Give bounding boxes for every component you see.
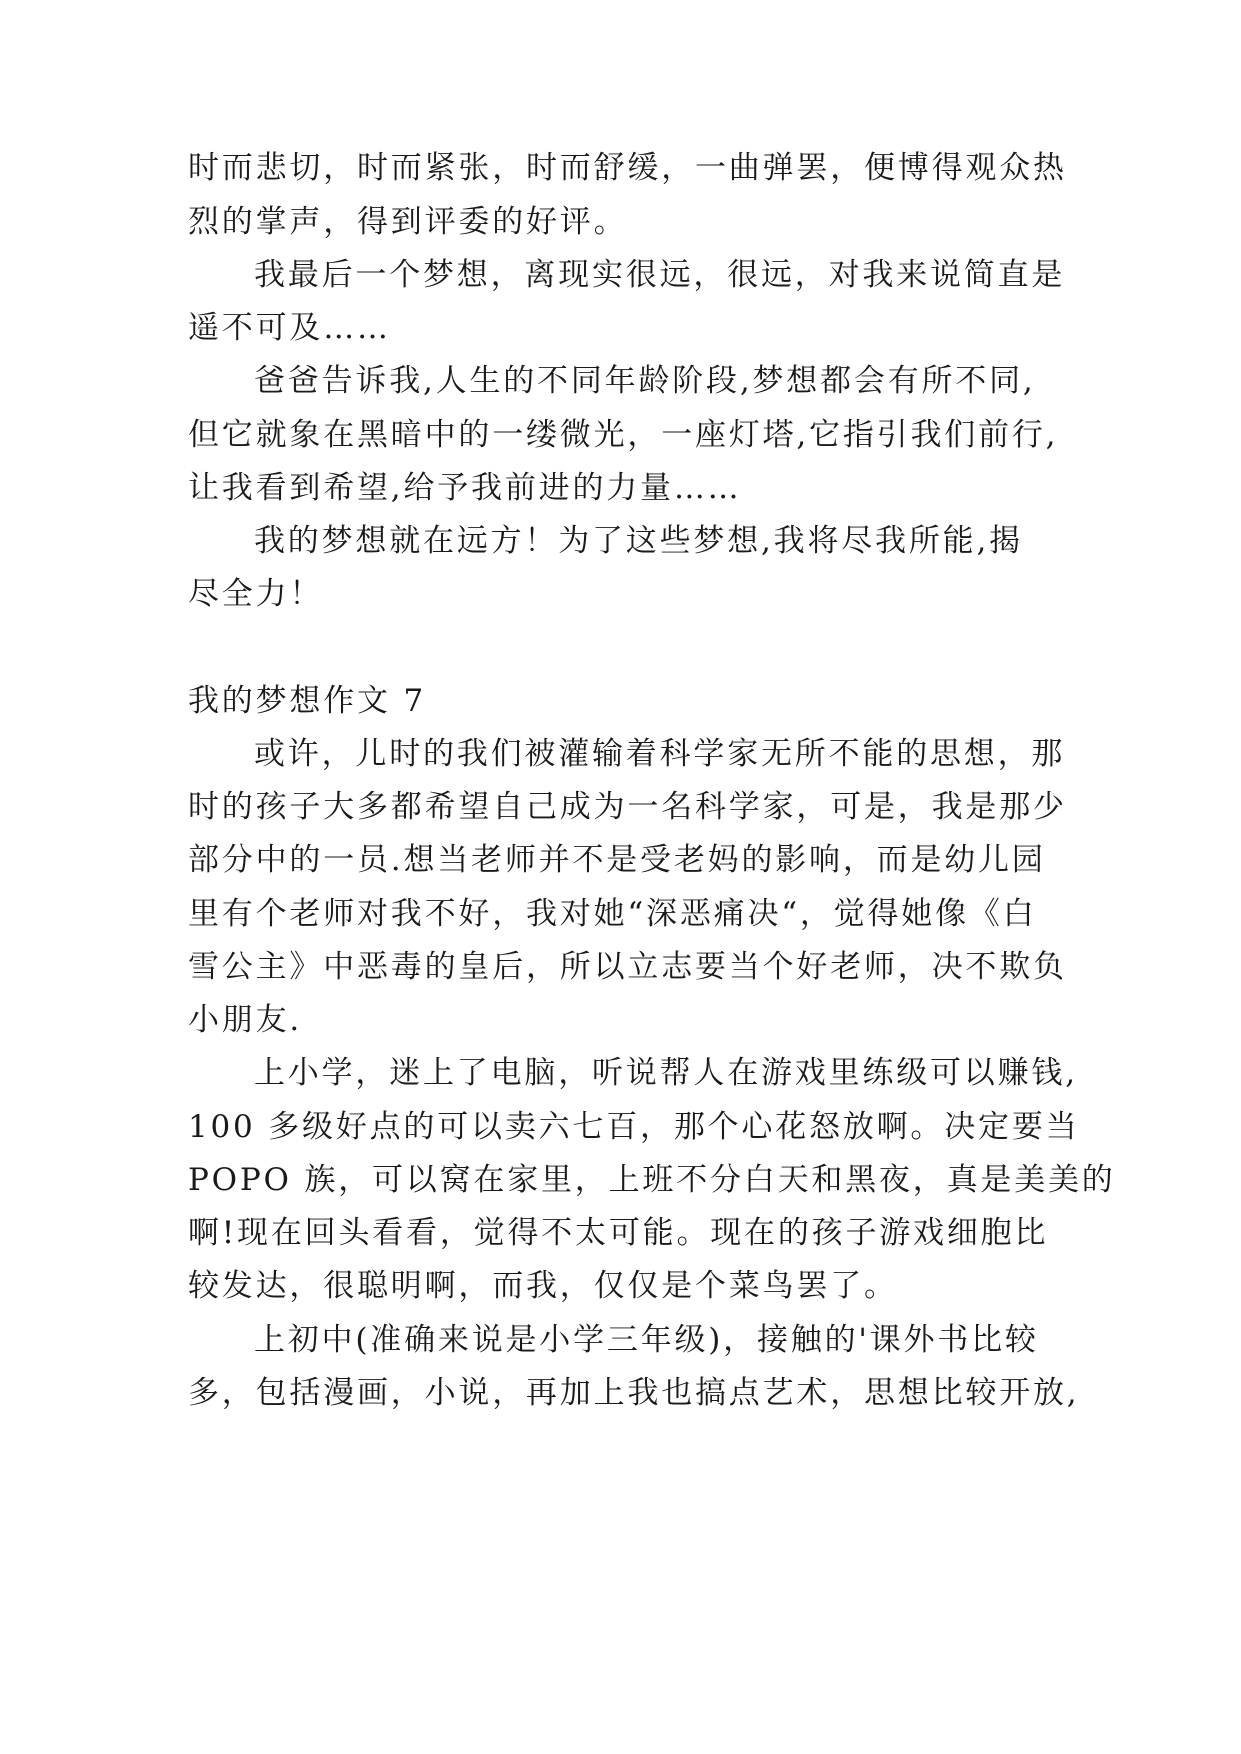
text-line: 或许，儿时的我们被灌输着科学家无所不能的思想，那	[254, 736, 1066, 772]
text-line: 我最后一个梦想，离现实很远，很远，对我来说简直是	[254, 257, 1066, 293]
text-line: 爸爸告诉我,人生的不同年龄阶段,梦想都会有所不同,	[254, 363, 1036, 399]
text-line: 遥不可及……	[188, 310, 391, 346]
text-line: 小朋友.	[188, 1002, 303, 1038]
text-line: 100 多级好点的可以卖六七百，那个心花怒放啊。决定要当	[188, 1109, 1080, 1145]
text-line: 烈的掌声，得到评委的好评。	[188, 204, 628, 240]
text-line: 时而悲切，时而紧张，时而舒缓，一曲弹罢，便博得观众热	[188, 150, 1067, 186]
text-line: 多，包括漫画，小说，再加上我也搞点艺术，思想比较开放,	[188, 1375, 1080, 1411]
text-line: 部分中的一员.想当老师并不是受老妈的影响，而是幼儿园	[188, 842, 1046, 878]
text-line: 雪公主》中恶毒的皇后，所以立志要当个好老师，决不欺负	[188, 949, 1067, 985]
text-line: 但它就象在黑暗中的一缕微光，一座灯塔,它指引我们前行,	[188, 417, 1059, 453]
text-line: 我的梦想就在远方！为了这些梦想,我将尽我所能,揭	[254, 523, 1023, 559]
section-heading: 我的梦想作文 7	[188, 683, 426, 719]
text-line: 里有个老师对我不好，我对她“深恶痛决“，觉得她像《白	[188, 896, 1037, 932]
text-line: 尽全力！	[188, 576, 324, 612]
text-line: 啊!现在回头看看，觉得不太可能。现在的孩子游戏细胞比	[188, 1215, 1049, 1251]
text-line: POPO 族，可以窝在家里，上班不分白天和黑夜，真是美美的	[188, 1162, 1116, 1198]
text-line: 上初中(准确来说是小学三年级)，接触的'课外书比较	[254, 1322, 1039, 1358]
text-line: 让我看到希望,给予我前进的力量……	[188, 470, 742, 506]
text-line: 较发达，很聪明啊，而我，仅仅是个菜鸟罢了。	[188, 1268, 898, 1304]
text-line: 上小学，迷上了电脑，听说帮人在游戏里练级可以赚钱,	[254, 1055, 1078, 1091]
text-line: 时的孩子大多都希望自己成为一名科学家，可是，我是那少	[188, 789, 1067, 825]
